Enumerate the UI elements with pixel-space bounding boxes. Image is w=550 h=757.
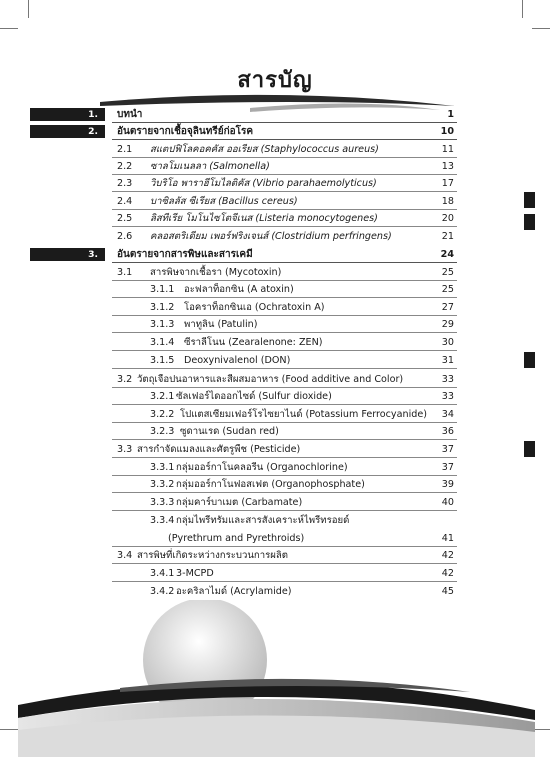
- item-number: 2.1: [117, 144, 133, 155]
- item-title: ซาลโมเนลลา (Salmonella): [150, 161, 270, 172]
- page-number: 25: [441, 267, 454, 278]
- chapter-number: 1.: [88, 109, 98, 120]
- item-number: 3.4: [117, 550, 133, 561]
- toc-item[interactable]: [0, 372, 550, 388]
- toc-item[interactable]: [0, 477, 550, 493]
- item-title: โอคราท็อกซินเอ (Ochratoxin A): [184, 302, 325, 313]
- page-number: 24: [440, 249, 454, 260]
- toc-chapter[interactable]: [0, 124, 550, 140]
- item-title: กลุ่มออร์กาโนฟอสเฟต (Organophosphate): [176, 479, 365, 490]
- page-number: 11: [441, 144, 454, 155]
- row-divider: [112, 422, 457, 423]
- page-number: 41: [441, 533, 454, 544]
- item-title: ซีราลีโนน (Zearalenone: ZEN): [184, 337, 323, 348]
- item-title: สารพิษที่เกิดระหว่างกระบวนการผลิต: [137, 550, 289, 561]
- page-number: 13: [441, 161, 454, 172]
- row-divider: [112, 262, 457, 263]
- item-title: บาซิลลัส ซีเรียส (Bacillus cereus): [150, 196, 298, 207]
- toc-item[interactable]: [0, 442, 550, 458]
- toc-item[interactable]: [0, 389, 550, 405]
- toc-item[interactable]: [0, 584, 550, 600]
- item-number: 3.1.3: [150, 319, 175, 330]
- item-number: 2.5: [117, 213, 133, 224]
- page-number: 18: [441, 196, 454, 207]
- item-title: ซัลเฟอร์ไดออกไซด์ (Sulfur dioxide): [176, 391, 332, 402]
- toc-item[interactable]: [0, 424, 550, 440]
- page-number: 21: [441, 231, 454, 242]
- row-divider: [112, 191, 457, 192]
- item-number: 2.6: [117, 231, 133, 242]
- item-number: 3.4.1: [150, 568, 175, 579]
- row-divider: [112, 139, 457, 140]
- row-divider: [112, 404, 457, 405]
- chapter-title: อันตรายจากเชื้อจุลินทรีย์ก่อโรค: [117, 126, 254, 137]
- row-divider: [112, 563, 457, 564]
- toc-item[interactable]: [0, 265, 550, 281]
- item-number: 3.3.4: [150, 515, 175, 526]
- item-title: (Pyrethrum and Pyrethroids): [168, 533, 305, 544]
- row-divider: [112, 226, 457, 227]
- page-number: 37: [441, 444, 454, 455]
- item-number: 3.4.2: [150, 586, 175, 597]
- page-number: 42: [441, 568, 454, 579]
- toc-item[interactable]: [0, 353, 550, 369]
- decorative-swoosh-footer: [0, 600, 550, 757]
- chapter-title: อันตรายจากสารพิษและสารเคมี: [117, 249, 253, 260]
- chapter-number: 3.: [88, 249, 98, 260]
- toc-item[interactable]: [0, 194, 550, 210]
- item-title: 3-MCPD: [176, 568, 214, 579]
- page-number: 31: [441, 355, 454, 366]
- row-divider: [112, 280, 457, 281]
- toc-item[interactable]: [0, 211, 550, 227]
- item-title: วิบริโอ พาราฮีโมไลติคัส (Vibrio parahaemolyticus): [150, 178, 377, 189]
- toc-item[interactable]: [0, 317, 550, 333]
- item-title: กลุ่มคาร์บาเมต (Carbamate): [176, 497, 303, 508]
- item-number: 3.1.2: [150, 302, 175, 313]
- row-divider: [112, 174, 457, 175]
- row-divider: [112, 315, 457, 316]
- row-divider: [112, 350, 457, 351]
- row-divider: [112, 209, 457, 210]
- toc-item[interactable]: [0, 300, 550, 316]
- page-number: 20: [441, 213, 454, 224]
- page-number: 27: [441, 302, 454, 313]
- row-divider: [112, 475, 457, 476]
- toc-item[interactable]: [0, 548, 550, 564]
- page-number: 34: [441, 409, 454, 420]
- row-divider: [112, 492, 457, 493]
- item-number: 3.3.2: [150, 479, 175, 490]
- row-divider: [112, 581, 457, 582]
- item-title: สารกำจัดแมลงและศัตรูพืช (Pesticide): [137, 444, 301, 455]
- page-number: 37: [441, 462, 454, 473]
- row-divider: [112, 387, 457, 388]
- page-number: 45: [441, 586, 454, 597]
- toc-chapter[interactable]: [0, 107, 550, 123]
- row-divider: [112, 297, 457, 298]
- item-title: ลิสทีเรีย โมโนไซโตจีเนส (Listeria monocytogenes): [150, 213, 378, 224]
- item-title: Deoxynivalenol (DON): [184, 355, 291, 366]
- toc-item[interactable]: [0, 159, 550, 175]
- row-divider: [112, 368, 457, 369]
- item-number: 3.3: [117, 444, 133, 455]
- toc-item[interactable]: [0, 229, 550, 245]
- page-title: สารบัญ: [237, 68, 313, 93]
- row-divider: [112, 332, 457, 333]
- item-number: 3.3.3: [150, 497, 175, 508]
- item-number: 2.3: [117, 178, 133, 189]
- toc-item[interactable]: [0, 176, 550, 192]
- row-divider: [112, 546, 457, 547]
- page-number: 33: [441, 374, 454, 385]
- row-divider: [112, 439, 457, 440]
- item-number: 3.2.2: [150, 409, 175, 420]
- item-number: 3.1.5: [150, 355, 175, 366]
- toc-item[interactable]: [0, 460, 550, 476]
- item-title: สแตปฟิโลคอคคัส ออเรียส (Staphylococcus aureus): [150, 144, 379, 155]
- item-title: อะฟลาท็อกซิน (A atoxin): [184, 284, 294, 295]
- item-title: ซูดานเรด (Sudan red): [180, 426, 279, 437]
- chapter-title: บทนำ: [117, 109, 143, 120]
- item-number: 2.2: [117, 161, 133, 172]
- page-number: 29: [441, 319, 454, 330]
- item-number: 3.3.1: [150, 462, 175, 473]
- item-number: 3.2.3: [150, 426, 175, 437]
- item-title: วัตถุเจือปนอาหารและสีผสมอาหาร (Food additive and Color): [137, 374, 404, 385]
- item-title: โปแตสเซียมเฟอร์โรไซยาไนด์ (Potassium Ferrocyanide): [180, 409, 427, 420]
- page-number: 30: [441, 337, 454, 348]
- page-number: 25: [441, 284, 454, 295]
- item-title: อะคริลาไมด์ (Acrylamide): [176, 586, 292, 597]
- toc-item[interactable]: [0, 282, 550, 298]
- toc-item[interactable]: [0, 335, 550, 351]
- toc-item[interactable]: [0, 513, 550, 529]
- item-number: 3.1.4: [150, 337, 175, 348]
- item-title: กลุ่มออร์กาโนคลอรีน (Organochlorine): [176, 462, 348, 473]
- item-number: 2.4: [117, 196, 133, 207]
- row-divider: [112, 157, 457, 158]
- item-number: 3.1: [117, 267, 133, 278]
- item-title: กลุ่มไพรีทรัมและสารสังเคราะห์ไพรีทรอยด์: [176, 515, 350, 526]
- row-divider: [112, 122, 457, 123]
- item-title: สารพิษจากเชื้อรา (Mycotoxin): [150, 267, 282, 278]
- item-title: พาทูลิน (Patulin): [184, 319, 258, 330]
- item-number: 3.2: [117, 374, 133, 385]
- page-number: 1: [447, 109, 454, 120]
- row-divider: [112, 457, 457, 458]
- page-number: 39: [441, 479, 454, 490]
- page-number: 10: [440, 126, 454, 137]
- row-divider: [112, 510, 457, 511]
- toc-item[interactable]: [0, 531, 550, 547]
- page-number: 40: [441, 497, 454, 508]
- page-number: 36: [441, 426, 454, 437]
- chapter-number: 2.: [88, 126, 98, 137]
- item-number: 3.1.1: [150, 284, 175, 295]
- toc-item[interactable]: [0, 407, 550, 423]
- item-title: คลอสตริเดียม เพอร์ฟริงเจนส์ (Clostridium perfringens): [150, 231, 392, 242]
- toc-chapter[interactable]: [0, 247, 550, 263]
- item-number: 3.2.1: [150, 391, 175, 402]
- page-number: 42: [441, 550, 454, 561]
- toc-item[interactable]: [0, 142, 550, 158]
- toc-item[interactable]: [0, 566, 550, 582]
- page-number: 33: [441, 391, 454, 402]
- page-number: 17: [441, 178, 454, 189]
- toc-item[interactable]: [0, 495, 550, 511]
